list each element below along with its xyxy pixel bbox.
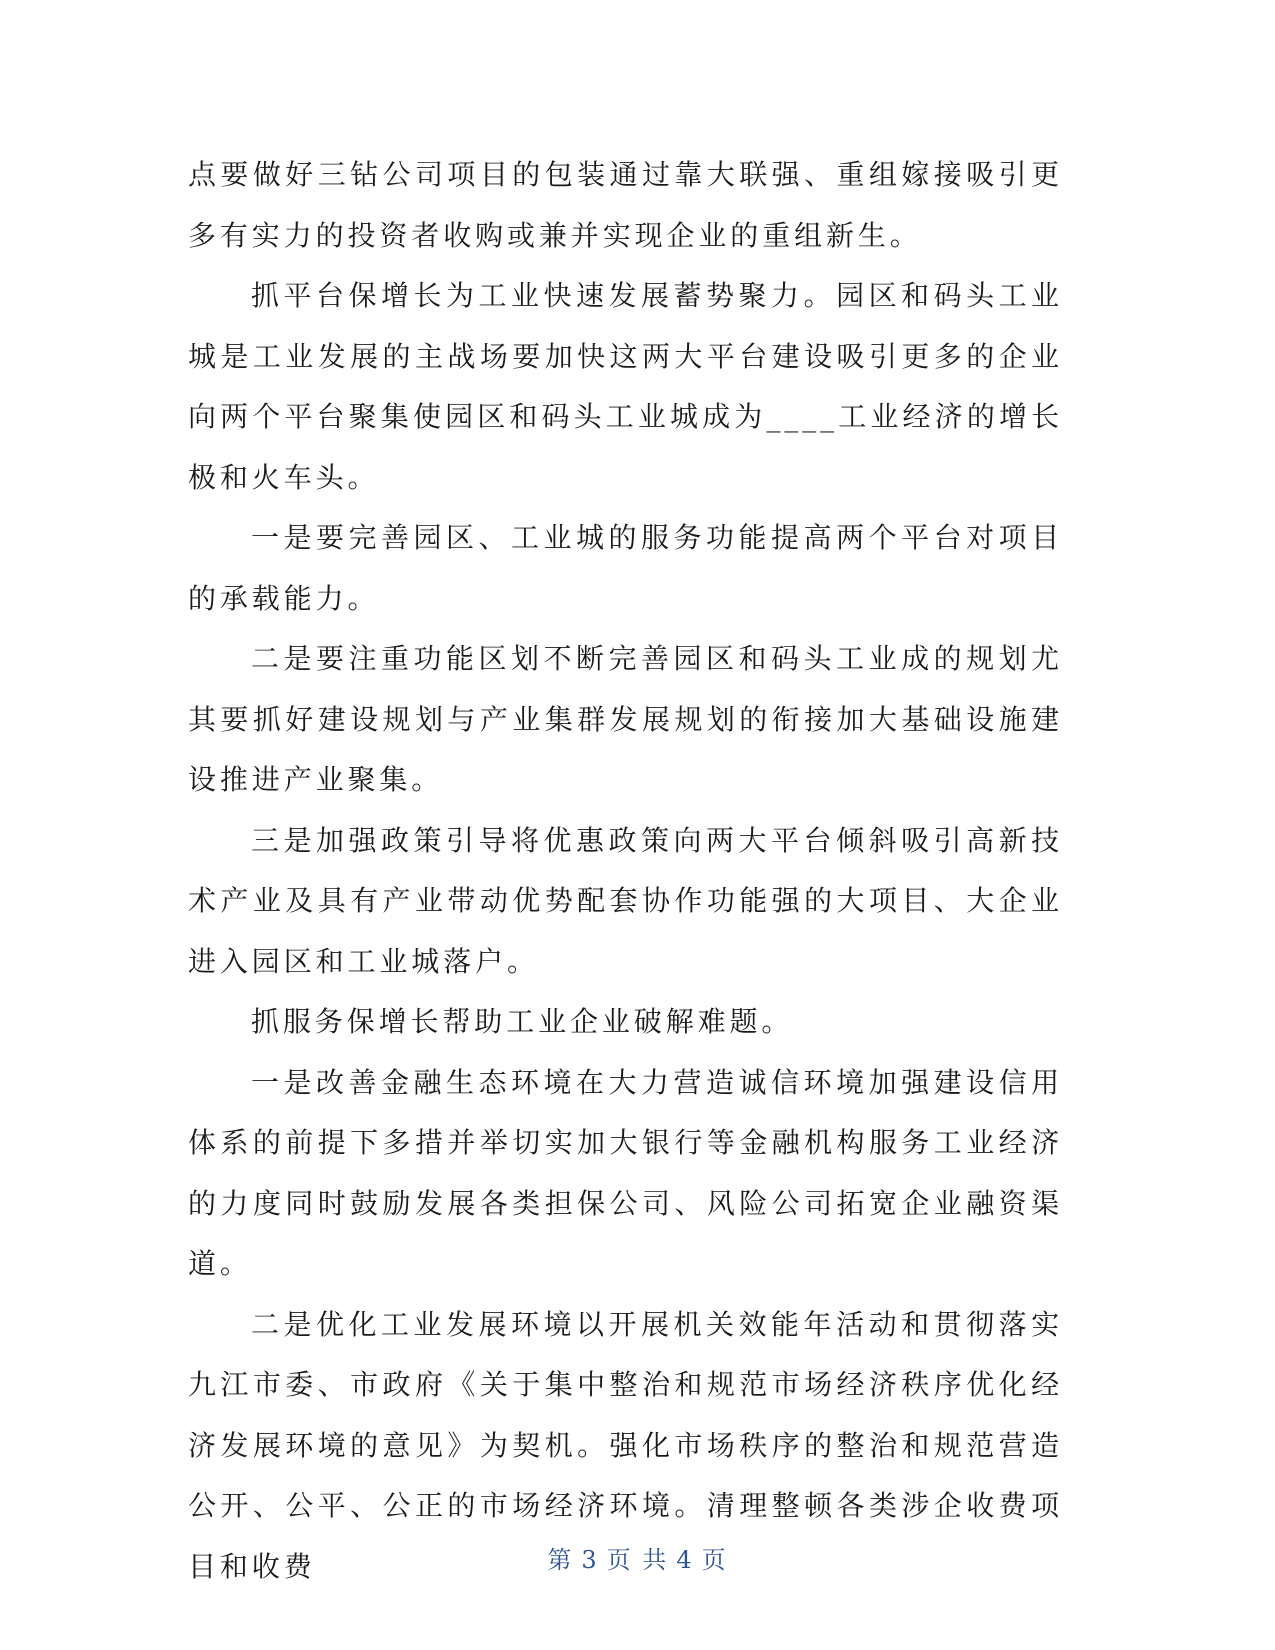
- paragraph: 三是加强政策引导将优惠政策向两大平台倾斜吸引高新技术产业及具有产业带动优势配套协作功能强的大项目、大企业进入园区和工业城落户。: [188, 823, 1063, 978]
- footer-middle: 页 共: [606, 1546, 669, 1574]
- total-page-number: 4: [676, 1546, 694, 1574]
- paragraph: 抓服务保增长帮助工业企业破解难题。: [251, 1005, 794, 1038]
- paragraph: 二是要注重功能区划不断完善园区和码头工业成的规划尤其要抓好建设规划与产业集群发展规划的衔接加大基础设施建设推进产业聚集。: [188, 642, 1063, 796]
- paragraph: 一是要完善园区、工业城的服务功能提高两个平台对项目的承载能力。: [188, 521, 1063, 615]
- footer-suffix: 页: [701, 1546, 728, 1574]
- paragraph: 一是改善金融生态环境在大力营造诚信环境加强建设信用体系的前提下多措并举切实加大银行等金融机构服务工业经济的力度同时鼓励发展各类担保公司、风险公司拓宽企业融资渠道。: [188, 1065, 1063, 1280]
- paragraph: 二是优化工业发展环境以开展机关效能年活动和贯彻落实九江市委、市政府《关于集中整治和规范市场经济秩序优化经济发展环境的意见》为契机。强化市场秩序的整治和规范营造公开、公平、公正的市场经济环境。清理整顿各类涉企收费项目和收费: [188, 1307, 1063, 1583]
- document-body: [188, 145, 1063, 1597]
- paragraph: 抓平台保增长为工业快速发展蓄势聚力。园区和码头工业城是工业发展的主战场要加快这两大平台建设吸引更多的企业向两个平台聚集使园区和码头工业城成为____工业经济的增长极和火车头。: [188, 279, 1063, 494]
- page-footer: [0, 1540, 1275, 1575]
- current-page-number: 3: [581, 1546, 599, 1574]
- footer-prefix: 第: [547, 1546, 574, 1574]
- paragraph: 点要做好三钻公司项目的包装通过靠大联强、重组嫁接吸引更多有实力的投资者收购或兼并实现企业的重组新生。: [188, 158, 1063, 252]
